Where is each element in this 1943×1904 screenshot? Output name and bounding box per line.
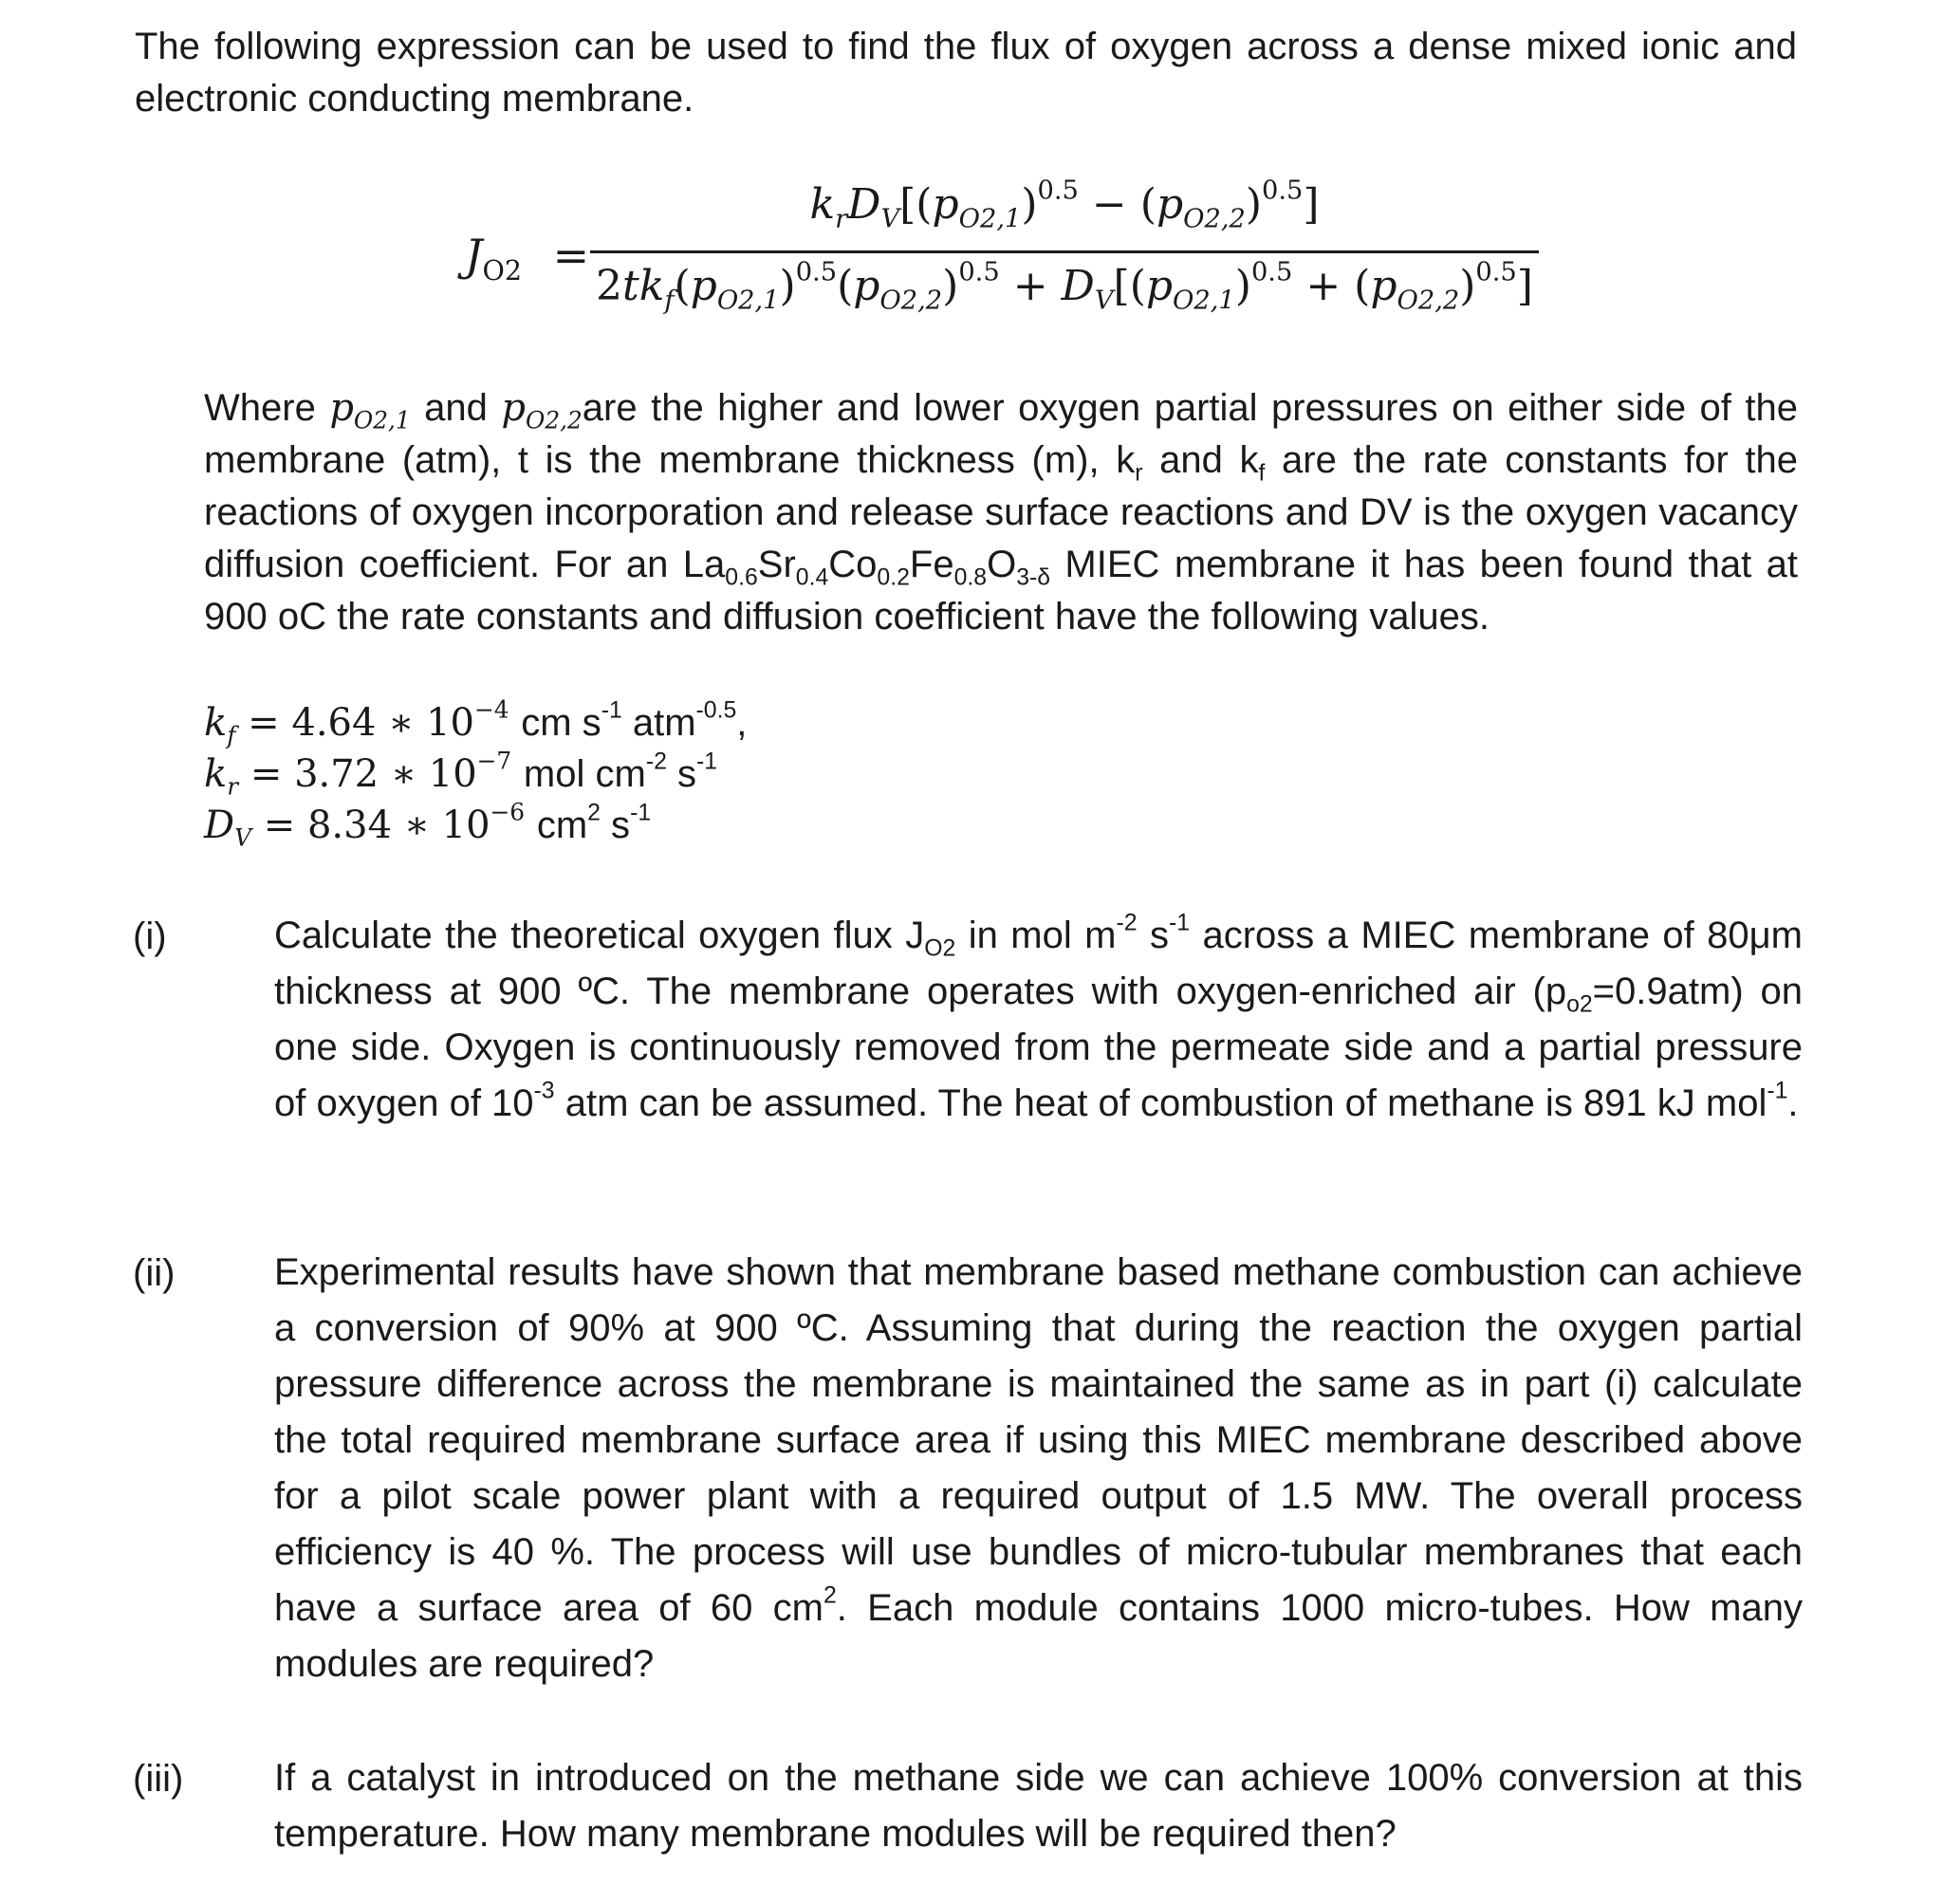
where-paragraph: Where $p_{O2,1}$ and $p_{O2,2}are$ the higher and lower oxygen partial pressures on either side of the membrane (atm), t is the membrane thickness (m), $k_r$ and $k_f$ are the rate constants for the reactions of oxygen incorporation and release surface reactions and DV is the oxygen vacancy diffusion coefficient. For an $La_{0.6}Sr_{0.4}Co_{0.2}Fe_{0.8}O_{3-\delta}$ MIEC membrane it has been found that at 900 oC the rate constants and diffusion coefficient have the following values. xyxy=(204,386,1799,638)
constant-kr: $k_r = 3.72$ ∗ $10^{-7}$ mol $cm^{-2}$ $s^{-1}$ xyxy=(204,747,718,801)
equation-denominator: $2tk_f(p_{O2,1})^{0.5}(p_{O2,2})^{0.5} + D_V[(p_{O2,1})^{0.5} + (p_{O2,2})^{0.5}]$ xyxy=(596,257,1533,316)
question-i-text: Calculate the theoretical oxygen flux $J_{O2}$ in mol $m^{-2}$ $s^{-1}$ across a MIEC membrane of 80μm thickness at 900 ºC. The membrane operates with oxygen-enriched air $(p_{o2}=0.9atm)$ on one side. Oxygen is continuously removed from the permeate side and a partial pressure of oxygen of $10^{-3}$ atm can be assumed. The heat of combustion of methane is 891 kJ mol$^{-1}$. xyxy=(274,910,1803,1124)
intro-paragraph: The following expression can be used to find the flux of oxygen across a dense mixed ionic and electronic conducting membrane. xyxy=(135,26,1797,120)
flux-equation xyxy=(465,171,1546,342)
constant-dv: $D_V = 8.34$ ∗ $10^{-6}$ $cm^2$ $s^{-1}$ xyxy=(204,798,652,852)
question-ii-text: Experimental results have shown that membrane based methane combustion can achieve a conversion of 90% at 900 ºC. Assuming that during the reaction the oxygen partial pressure difference across the membrane is maintained the same as in part (i) calculate the total required membrane surface area if using this MIEC membrane described above for a pilot scale power plant with a required output of 1.5 MW. The overall process efficiency is 40 %. The process will use bundles of micro-tubular membranes that each have a surface area of 60 $cm^2$. Each module contains 1000 micro-tubes. How many modules are required? xyxy=(274,1251,1803,1685)
question-label-i: (i) xyxy=(133,915,167,957)
equation-numerator: $k_rD_V[(p_{O2,1})^{0.5} - (p_{O2,2})^{0.5}]$ xyxy=(809,176,1320,234)
constant-kf: $k_f = 4.64$ ∗ $10^{-4}$ cm $s^{-1}$ atm$^{-0.5}$, xyxy=(204,695,748,749)
flux-symbol: $J_{O2}$ = xyxy=(465,230,590,287)
question-iii-text: If a catalyst in introduced on the methane side we can achieve 100% conversion at this temperature. How many membrane modules will be required then? xyxy=(274,1757,1803,1855)
constants-list xyxy=(204,697,747,851)
question-label-iii: (iii) xyxy=(133,1758,184,1800)
fraction-bar xyxy=(590,250,1539,253)
question-label-ii: (ii) xyxy=(133,1252,176,1294)
